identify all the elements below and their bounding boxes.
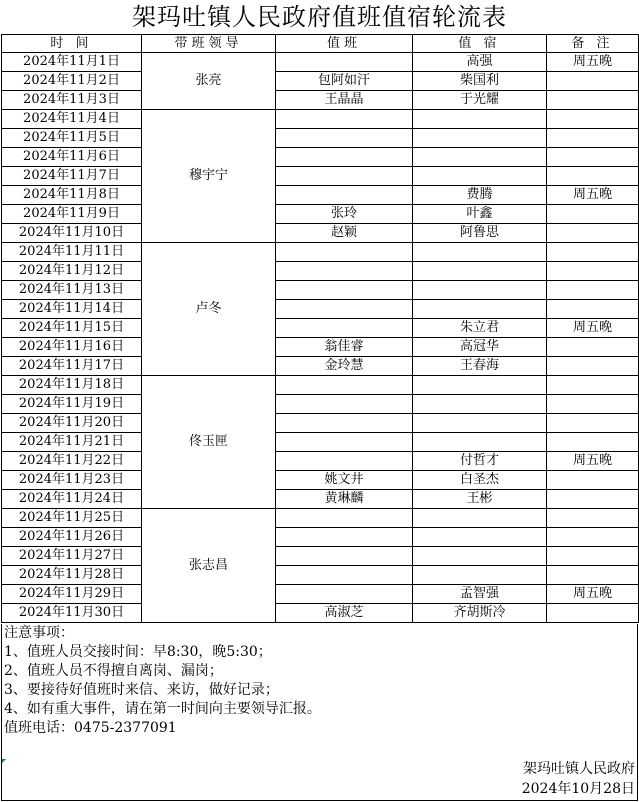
night-duty-cell (413, 528, 547, 547)
remark-cell (547, 262, 639, 281)
night-duty-cell: 高强 (413, 53, 547, 72)
remark-cell (547, 433, 639, 452)
remark-cell (547, 110, 639, 129)
duty-cell: 姚文井 (276, 471, 413, 490)
night-duty-cell (413, 376, 547, 395)
table-row (2, 129, 639, 148)
night-duty-cell (413, 243, 547, 262)
table-row (2, 414, 639, 433)
duty-cell: 张玲 (276, 205, 413, 224)
table-row (2, 186, 639, 205)
date-cell: 2024年11月10日 (2, 224, 142, 243)
night-duty-cell (413, 566, 547, 585)
header-remarks: 备 注 (547, 35, 639, 53)
duty-cell (276, 110, 413, 129)
date-cell: 2024年11月25日 (2, 509, 142, 528)
date-cell: 2024年11月18日 (2, 376, 142, 395)
date-cell: 2024年11月5日 (2, 129, 142, 148)
date-cell: 2024年11月8日 (2, 186, 142, 205)
table-row (2, 319, 639, 338)
remark-cell: 周五晚 (547, 585, 639, 604)
duty-cell (276, 395, 413, 414)
duty-cell: 王晶晶 (276, 91, 413, 110)
night-duty-cell: 阿鲁思 (413, 224, 547, 243)
date-cell: 2024年11月20日 (2, 414, 142, 433)
night-duty-cell: 白圣杰 (413, 471, 547, 490)
table-row (2, 585, 639, 604)
duty-cell (276, 148, 413, 167)
table-row (2, 509, 639, 528)
date-cell: 2024年11月7日 (2, 167, 142, 186)
table-row (2, 91, 639, 110)
night-duty-cell: 齐胡斯冷 (413, 604, 547, 623)
note-item: 1、值班人员交接时间：早8:30，晚5:30； (4, 644, 272, 660)
night-duty-cell: 高冠华 (413, 338, 547, 357)
date-cell: 2024年11月29日 (2, 585, 142, 604)
remark-cell (547, 528, 639, 547)
duty-cell (276, 585, 413, 604)
night-duty-cell (413, 262, 547, 281)
date-cell: 2024年11月16日 (2, 338, 142, 357)
remark-cell (547, 91, 639, 110)
night-duty-cell (413, 414, 547, 433)
date-cell: 2024年11月12日 (2, 262, 142, 281)
night-duty-cell: 王彬 (413, 490, 547, 509)
date-cell: 2024年11月19日 (2, 395, 142, 414)
table-row (2, 433, 639, 452)
leader-cell: 张亮 (142, 53, 276, 110)
duty-cell (276, 319, 413, 338)
roster-body (2, 53, 639, 623)
table-row (2, 167, 639, 186)
date-cell: 2024年11月13日 (2, 281, 142, 300)
table-header-row (2, 35, 639, 53)
notes-heading: 注意事项： (4, 625, 74, 641)
night-duty-cell (413, 281, 547, 300)
duty-cell (276, 509, 413, 528)
duty-phone: 值班电话：0475-2377091 (4, 720, 177, 736)
header-time: 时 间 (2, 35, 142, 53)
issuing-organization: 架玛吐镇人民政府 (523, 761, 635, 777)
duty-roster-table (1, 34, 639, 623)
table-row (2, 338, 639, 357)
night-duty-cell: 付哲才 (413, 452, 547, 471)
date-cell: 2024年11月26日 (2, 528, 142, 547)
remark-cell (547, 243, 639, 262)
table-row (2, 452, 639, 471)
remark-cell (547, 224, 639, 243)
remark-cell (547, 547, 639, 566)
date-cell: 2024年11月6日 (2, 148, 142, 167)
date-cell: 2024年11月9日 (2, 205, 142, 224)
date-cell: 2024年11月11日 (2, 243, 142, 262)
leader-cell: 穆宇宁 (142, 110, 276, 243)
night-duty-cell (413, 395, 547, 414)
remark-cell: 周五晚 (547, 319, 639, 338)
date-cell: 2024年11月15日 (2, 319, 142, 338)
table-row (2, 262, 639, 281)
remark-cell (547, 72, 639, 91)
night-duty-cell (413, 148, 547, 167)
note-item: 3、要接待好值班时来信、来访，做好记录； (4, 682, 279, 698)
header-night-duty: 值 宿 (413, 35, 547, 53)
date-cell: 2024年11月28日 (2, 566, 142, 585)
remark-cell (547, 281, 639, 300)
date-cell: 2024年11月14日 (2, 300, 142, 319)
duty-cell (276, 300, 413, 319)
remark-cell (547, 338, 639, 357)
table-row (2, 53, 639, 72)
night-duty-cell: 于光耀 (413, 91, 547, 110)
table-row (2, 604, 639, 623)
duty-cell (276, 452, 413, 471)
date-cell: 2024年11月3日 (2, 91, 142, 110)
remark-cell: 周五晚 (547, 53, 639, 72)
table-row (2, 566, 639, 585)
table-row (2, 224, 639, 243)
duty-cell (276, 433, 413, 452)
remark-cell (547, 148, 639, 167)
night-duty-cell: 朱立君 (413, 319, 547, 338)
night-duty-cell: 叶鑫 (413, 205, 547, 224)
remark-cell (547, 167, 639, 186)
issue-date: 2024年10月28日 (521, 781, 635, 797)
duty-cell (276, 566, 413, 585)
remark-cell (547, 129, 639, 148)
remark-cell (547, 205, 639, 224)
night-duty-cell: 费腾 (413, 186, 547, 205)
table-row (2, 72, 639, 91)
table-row (2, 528, 639, 547)
duty-cell (276, 376, 413, 395)
remark-cell (547, 471, 639, 490)
duty-cell (276, 528, 413, 547)
remark-cell: 周五晚 (547, 186, 639, 205)
date-cell: 2024年11月30日 (2, 604, 142, 623)
table-row (2, 357, 639, 376)
duty-cell (276, 547, 413, 566)
table-row (2, 490, 639, 509)
date-cell: 2024年11月22日 (2, 452, 142, 471)
duty-cell: 包阿如汗 (276, 72, 413, 91)
date-cell: 2024年11月17日 (2, 357, 142, 376)
table-row (2, 281, 639, 300)
table-row (2, 243, 639, 262)
night-duty-cell (413, 110, 547, 129)
date-cell: 2024年11月23日 (2, 471, 142, 490)
cell-marker-icon (2, 759, 6, 763)
duty-cell (276, 262, 413, 281)
table-row (2, 110, 639, 129)
date-cell: 2024年11月21日 (2, 433, 142, 452)
table-row (2, 547, 639, 566)
duty-cell (276, 129, 413, 148)
header-leader: 带班领导 (142, 35, 276, 53)
header-duty: 值班 (276, 35, 413, 53)
remark-cell (547, 357, 639, 376)
table-row (2, 376, 639, 395)
remark-cell (547, 490, 639, 509)
page-title: 架玛吐镇人民政府值班值宿轮流表 (132, 3, 507, 31)
leader-cell: 佟玉匣 (142, 376, 276, 509)
duty-cell: 金玲慧 (276, 357, 413, 376)
remark-cell (547, 395, 639, 414)
duty-cell (276, 281, 413, 300)
duty-cell (276, 186, 413, 205)
night-duty-cell: 王春海 (413, 357, 547, 376)
night-duty-cell (413, 547, 547, 566)
duty-cell: 黄琳麟 (276, 490, 413, 509)
duty-cell: 赵颖 (276, 224, 413, 243)
date-cell: 2024年11月4日 (2, 110, 142, 129)
note-item: 2、值班人员不得擅自离岗、漏岗； (4, 663, 223, 679)
table-row (2, 300, 639, 319)
night-duty-cell (413, 129, 547, 148)
duty-cell (276, 243, 413, 262)
date-cell: 2024年11月2日 (2, 72, 142, 91)
duty-cell: 高淑芝 (276, 604, 413, 623)
date-cell: 2024年11月1日 (2, 53, 142, 72)
date-cell: 2024年11月24日 (2, 490, 142, 509)
night-duty-cell: 孟智强 (413, 585, 547, 604)
duty-cell: 翁佳睿 (276, 338, 413, 357)
duty-cell (276, 53, 413, 72)
leader-cell: 卢冬 (142, 243, 276, 376)
table-row (2, 148, 639, 167)
table-row (2, 471, 639, 490)
remark-cell (547, 376, 639, 395)
night-duty-cell (413, 433, 547, 452)
night-duty-cell (413, 509, 547, 528)
remark-cell (547, 414, 639, 433)
night-duty-cell: 柴国利 (413, 72, 547, 91)
remark-cell (547, 566, 639, 585)
duty-cell (276, 167, 413, 186)
table-row (2, 395, 639, 414)
table-row (2, 205, 639, 224)
remark-cell (547, 604, 639, 623)
remark-cell (547, 509, 639, 528)
remark-cell (547, 300, 639, 319)
duty-cell (276, 414, 413, 433)
night-duty-cell (413, 300, 547, 319)
night-duty-cell (413, 167, 547, 186)
date-cell: 2024年11月27日 (2, 547, 142, 566)
note-item: 4、如有重大事件，请在第一时间向主要领导汇报。 (4, 701, 321, 717)
remark-cell: 周五晚 (547, 452, 639, 471)
leader-cell: 张志昌 (142, 509, 276, 623)
